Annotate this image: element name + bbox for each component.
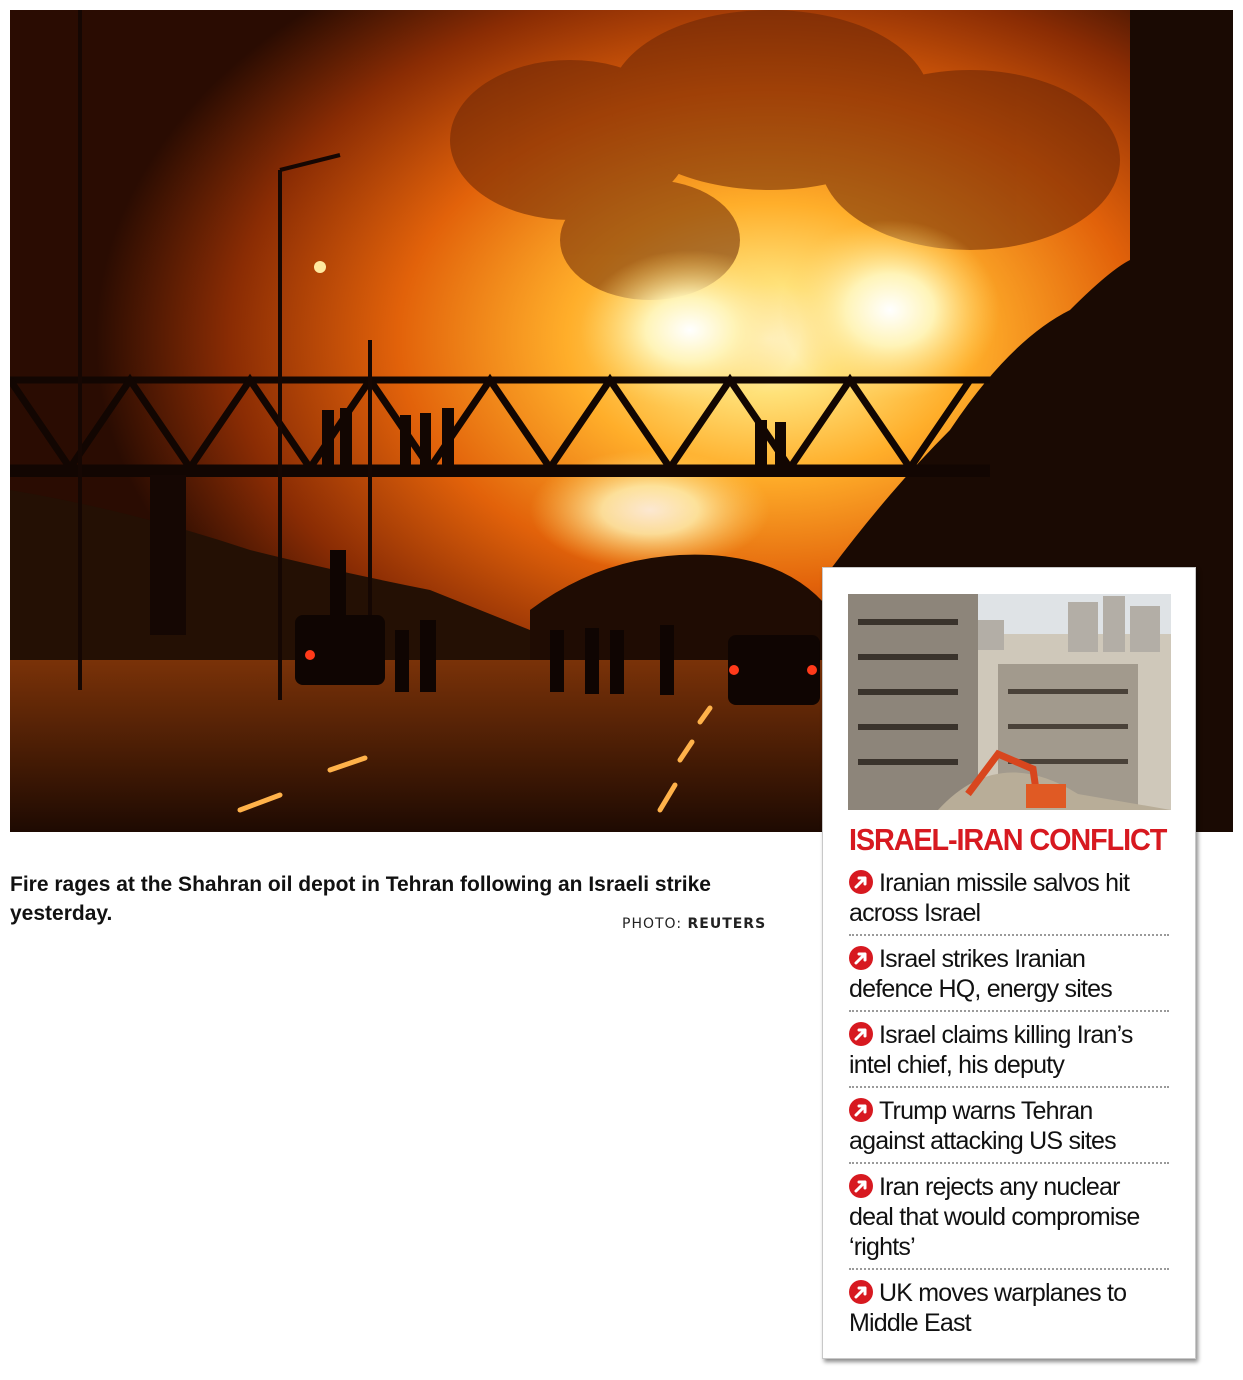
arrow-circle-icon <box>849 1280 873 1304</box>
photo-caption: Fire rages at the Shahran oil depot in Tehran following an Israeli strike yesterday. <box>10 873 711 925</box>
headline-item[interactable] <box>849 1096 1169 1164</box>
headline-item[interactable] <box>849 868 1169 936</box>
sidebar-title: ISRAEL-IRAN CONFLICT <box>849 822 1167 857</box>
headline-text: Iranian missile salvos hit across Israel <box>849 869 1130 927</box>
headline-item[interactable] <box>849 1278 1169 1344</box>
headline-item[interactable] <box>849 1172 1169 1270</box>
arrow-circle-icon <box>849 946 873 970</box>
arrow-circle-icon <box>849 1022 873 1046</box>
conflict-sidebar <box>822 567 1196 1359</box>
photo-credit-agency: REUTERS <box>687 916 767 932</box>
destroyed-building-photo <box>848 594 1171 810</box>
headline-text: Trump warns Tehran against attacking US sites <box>849 1097 1116 1155</box>
headline-text: Israel claims killing Iran’s intel chief, his deputy <box>849 1021 1133 1079</box>
sidebar-photo <box>848 594 1171 810</box>
photo-credit <box>622 916 766 932</box>
headline-text: UK moves warplanes to Middle East <box>849 1279 1127 1337</box>
headline-text: Iran rejects any nuclear deal that would compromise ‘rights’ <box>849 1173 1140 1261</box>
headline-item[interactable] <box>849 944 1169 1012</box>
headline-text: Israel strikes Iranian defence HQ, energy sites <box>849 945 1112 1003</box>
headline-list <box>849 868 1169 1352</box>
arrow-circle-icon <box>849 870 873 894</box>
arrow-circle-icon <box>849 1174 873 1198</box>
photo-credit-prefix: PHOTO: <box>622 916 683 932</box>
headline-item[interactable] <box>849 1020 1169 1088</box>
arrow-circle-icon <box>849 1098 873 1122</box>
